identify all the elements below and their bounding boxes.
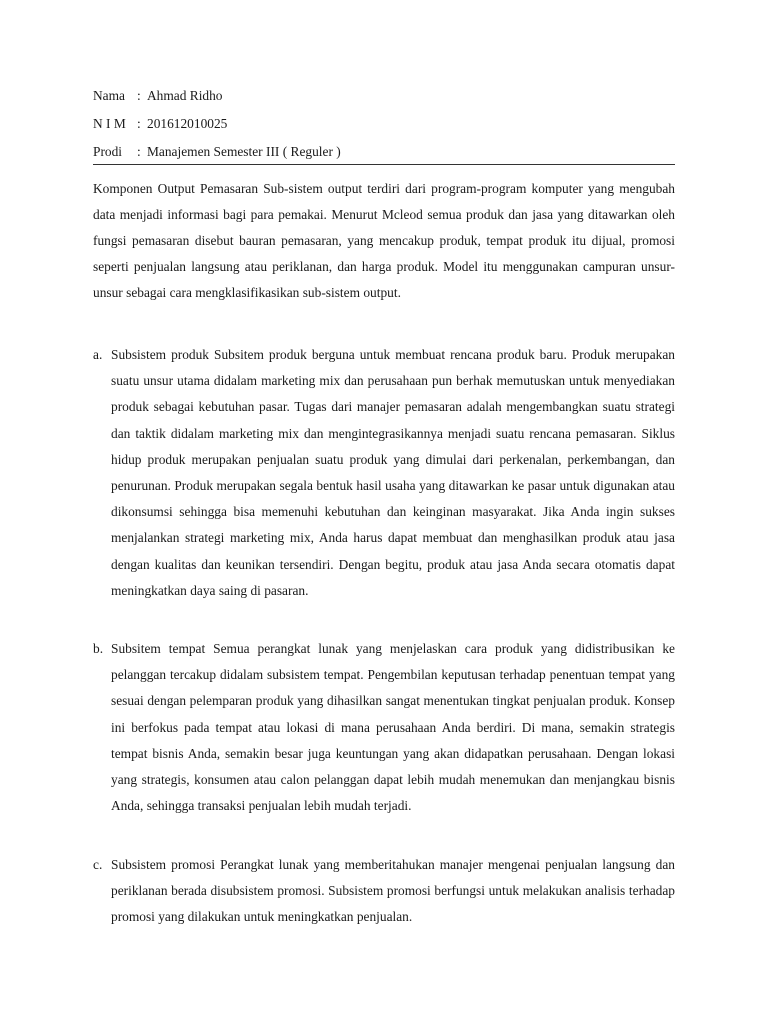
list-marker: a.	[93, 347, 103, 362]
nim-row	[93, 114, 675, 142]
prodi-label: Prodi	[93, 144, 123, 159]
student-header	[93, 86, 675, 170]
list-marker: c.	[93, 857, 103, 872]
header-divider	[93, 164, 675, 165]
list-item-text: Subsistem produk Subsitem produk berguna untuk membuat rencana produk baru. Produk merupakan suatu unsur utama didalam marketing mix dan perusahaan pun berhak memutuskan untuk menyediakan produk sebagai kebutuhan pasar. Tugas dari manajer pemasaran adalah mengembangkan suatu strategi dan taktik didalam marketing mix dan mengintegrasikannya menjadi suatu rencana pemasaran. Siklus hidup produk merupakan penjualan suatu produk yang dimulai dari perkenalan, perkembangan, dan penurunan. Produk merupakan segala bentuk hasil usaha yang ditawarkan ke pasar untuk digunakan atau dikonsumsi sehingga bisa memenuhi kebutuhan dan keinginan masyarakat. Jika Anda ingin sukses menjalankan strategi marketing mix, Anda harus dapat membuat dan menghasilkan produk atau jasa dengan kualitas dan keunikan tersendiri. Dengan begitu, produk atau jasa Anda secara otomatis dapat meningkatkan daya saing di pasaran.	[111, 347, 675, 598]
prodi-row	[93, 142, 675, 170]
nim-value: 201612010025	[147, 116, 228, 131]
nama-value: Ahmad Ridho	[147, 88, 223, 103]
nim-colon: :	[137, 116, 141, 131]
prodi-colon: :	[137, 144, 141, 159]
nama-label: Nama	[93, 88, 125, 103]
list-item-text: Subsistem promosi Perangkat lunak yang memberitahukan manajer mengenai penjualan langsung dan periklanan berada disubsistem promosi. Subsistem promosi berfungsi untuk melakukan analisis terhadap promosi yang dilakukan untuk meningkatkan penjualan.	[111, 857, 675, 925]
nim-label: N I M	[93, 116, 126, 131]
intro-paragraph: Komponen Output Pemasaran Sub-sistem output terdiri dari program-program komputer yang mengubah data menjadi informasi bagi para pemakai. Menurut Mcleod semua produk dan jasa yang ditawarkan oleh fungsi pemasaran disebut bauran pemasaran, yang mencakup produk, tempat produk itu dijual, promosi seperti penjualan langsung atau periklanan, dan harga produk. Model itu menggunakan campuran unsur-unsur sebagai cara mengklasifikasikan sub-sistem output.	[93, 181, 675, 300]
list-item-c	[93, 852, 675, 931]
list-item-a	[93, 342, 675, 604]
list-marker: b.	[93, 641, 104, 656]
nama-row	[93, 86, 675, 114]
prodi-value: Manajemen Semester III ( Reguler )	[147, 144, 341, 159]
list-item-text: Subsitem tempat Semua perangkat lunak yang menjelaskan cara produk yang didistribusikan ke pelanggan tercakup didalam subsistem tempat. Pengembilan keputusan terhadap penentuan tempat yang sesuai dengan pelemparan produk yang dihasilkan sangat menentukan tingkat penjualan produk. Konsep ini berfokus pada tempat atau lokasi di mana perusahaan Anda berdiri. Di mana, semakin strategis tempat bisnis Anda, semakin besar juga keuntungan yang akan didapatkan perusahaan. Dengan lokasi yang strategis, konsumen atau calon pelanggan dapat lebih mudah menemukan dan menjangkau bisnis Anda, sehingga transaksi penjualan lebih mudah terjadi.	[111, 641, 675, 814]
list-item-b	[93, 636, 675, 819]
nama-colon: :	[137, 88, 141, 103]
